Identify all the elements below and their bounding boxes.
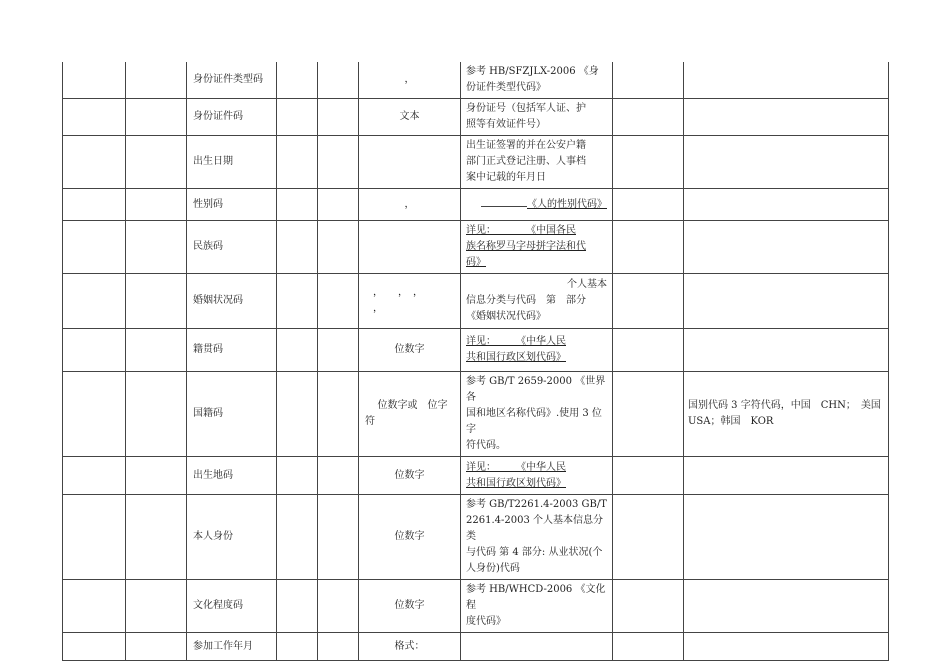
type-line: ， (373, 303, 383, 314)
field-name: 文化程度码 (187, 580, 277, 633)
field-note (461, 457, 613, 495)
data-dictionary-table (62, 62, 889, 661)
note-line-text: 《人的性别代码》 (527, 199, 607, 210)
note-line: 与代码 第 4 部分: 从业状况(个 (466, 547, 603, 558)
data-type (359, 221, 461, 274)
data-type: 位数字 (359, 329, 461, 372)
note-line: 人身份)代码 (466, 563, 520, 574)
data-type (359, 372, 461, 457)
remark: 国别代码 3 字符代码，中国 CHN； 美国 USA；韩国 KOR (684, 372, 889, 457)
field-name: 出生日期 (187, 136, 277, 189)
table-row (63, 372, 889, 457)
type-line: 位数字或 位字 (377, 400, 448, 411)
table-row (63, 495, 889, 580)
field-note (461, 329, 613, 372)
note-line: 2261.4-2003 个人基本信息分类 (466, 515, 603, 542)
field-name: 参加工作年月 (187, 633, 277, 661)
note-line: 个人基本 (567, 279, 607, 290)
remark (684, 457, 889, 495)
remark (684, 189, 889, 221)
field-note (461, 580, 613, 633)
data-type: 格式： (359, 633, 461, 661)
note-line: 详见： 《中华人民 (466, 461, 566, 473)
field-note (461, 274, 613, 329)
data-type: 位数字 (359, 580, 461, 633)
data-type: 位数字 (359, 457, 461, 495)
data-type: 文本 (359, 99, 461, 136)
table-row (63, 221, 889, 274)
note-line: 详见： 《中国各民 (466, 225, 576, 236)
note-line: 码》 (466, 257, 486, 268)
field-note (461, 495, 613, 580)
field-note (461, 189, 613, 221)
type-line: 符 (365, 416, 375, 427)
remark (684, 62, 889, 99)
remark (684, 99, 889, 136)
table-row (63, 189, 889, 221)
note-line: 详见： 《中华人民 (466, 336, 566, 347)
note-line: 度代码》 (466, 616, 506, 627)
note-line: 信息分类与代码 第 部分 (466, 295, 586, 306)
field-name: 出生地码 (187, 457, 277, 495)
note-line: 案中记载的年月日 (466, 172, 546, 183)
field-name: 身份证件码 (187, 99, 277, 136)
note-line: 共和国行政区划代码》 (466, 352, 566, 363)
type-line: ， ， ， (373, 287, 423, 298)
field-name: 民族码 (187, 221, 277, 274)
field-note (461, 372, 613, 457)
table-row (63, 274, 889, 329)
note-line: 共和国行政区划代码》 (466, 477, 566, 489)
field-name: 身份证件类型码 (187, 62, 277, 99)
note-line: 符代码。 (466, 440, 506, 451)
remark (684, 495, 889, 580)
field-name: 本人身份 (187, 495, 277, 580)
note-line (466, 196, 607, 213)
field-note (461, 99, 613, 136)
data-type: ， (359, 62, 461, 99)
note-line: 族名称罗马字母拼字法和代 (466, 241, 586, 252)
data-type (359, 274, 461, 329)
field-note (461, 62, 613, 99)
data-type: 位数字 (359, 495, 461, 580)
remark (684, 221, 889, 274)
field-name: 籍贯码 (187, 329, 277, 372)
field-name: 国籍码 (187, 372, 277, 457)
note-line: 参考 GB/T2261.4-2003 GB/T (466, 499, 607, 510)
underline-blank (481, 196, 527, 207)
field-name: 性别码 (187, 189, 277, 221)
note-line: 参考 HB/SFZJLX-2006 《身 (466, 66, 599, 77)
note-line: 照等有效证件号） (466, 119, 546, 130)
note-line: 身份证号（包括军人证、护 (466, 103, 586, 114)
table-row (63, 136, 889, 189)
remark (684, 274, 889, 329)
remark (684, 633, 889, 661)
note-line: 份证件类型代码》 (466, 82, 546, 93)
field-name: 婚姻状况码 (187, 274, 277, 329)
table-row (63, 329, 889, 372)
table-row (63, 99, 889, 136)
table-row (63, 580, 889, 633)
remark (684, 136, 889, 189)
note-line: 部门正式登记注册、人事档 (466, 156, 586, 167)
table-row (63, 633, 889, 661)
note-line: 参考 GB/T 2659-2000 《世界各 (466, 376, 606, 403)
table-row (63, 62, 889, 99)
note-line: 出生证签署的并在公安户籍 (466, 140, 586, 151)
remark (684, 580, 889, 633)
note-line: 《婚姻状况代码》 (466, 311, 546, 322)
data-type: ， (359, 189, 461, 221)
field-note (461, 136, 613, 189)
note-line: 国和地区名称代码》.使用 3 位字 (466, 408, 602, 435)
note-line: 参考 HB/WHCD-2006 《文化程 (466, 584, 606, 611)
table-row (63, 457, 889, 495)
field-note (461, 633, 613, 661)
remark (684, 329, 889, 372)
field-note (461, 221, 613, 274)
data-type (359, 136, 461, 189)
